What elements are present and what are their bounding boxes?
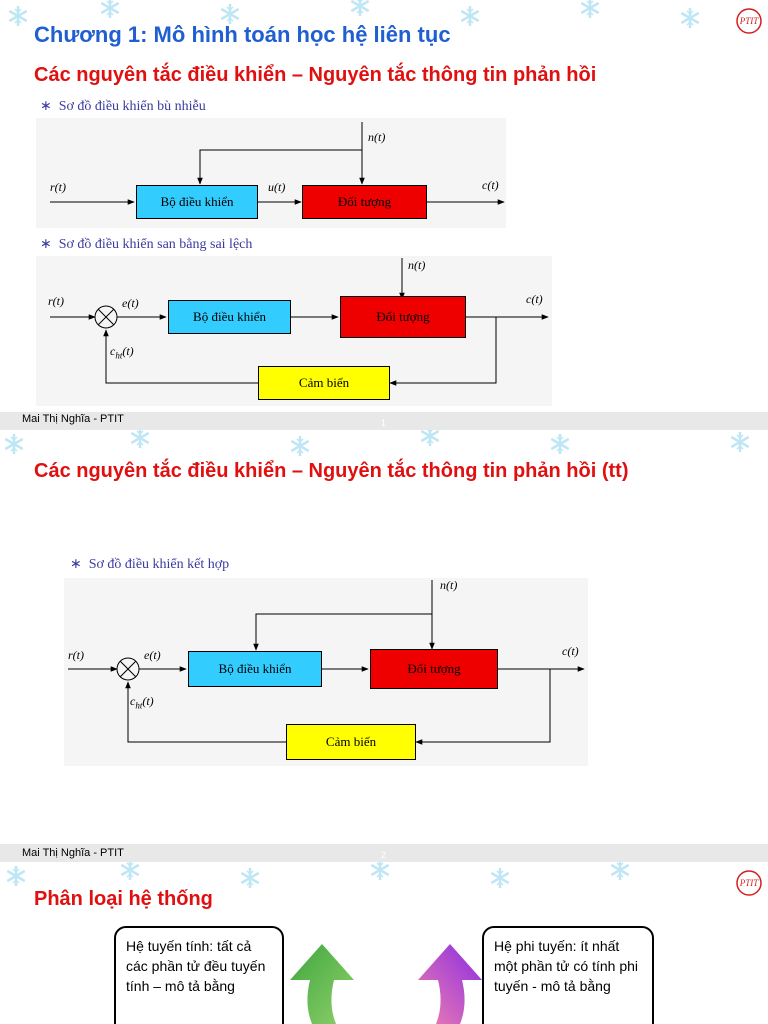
slide-2 — [0, 430, 768, 844]
diagram-combined-control — [64, 578, 588, 766]
curved-arrow-right-icon — [410, 942, 490, 1024]
page-number-1: 1 — [381, 418, 387, 428]
label-r: r(t) — [68, 648, 84, 662]
bullet-disturbance: ∗ Sơ đồ điều khiển bù nhiễu — [40, 99, 206, 114]
slide-2-subtitle: Các nguyên tắc điều khiển – Nguyên tắc thông tin phản hồi (tt) — [34, 460, 629, 482]
label-c: c(t) — [526, 292, 543, 306]
slide-3 — [0, 862, 768, 1024]
bullet-star-icon: ∗ — [40, 237, 52, 252]
label-r: r(t) — [48, 294, 64, 308]
ptit-logo-icon — [734, 6, 764, 36]
slide-1 — [0, 0, 768, 412]
slide-1-footer-text: Mai Thị Nghĩa - PTIT — [22, 413, 124, 425]
bullet-combined: ∗ Sơ đồ điều khiển kết hợp — [70, 557, 230, 572]
slide-2-footer-text: Mai Thị Nghĩa - PTIT — [22, 847, 124, 859]
diagram-disturbance-compensation — [36, 118, 506, 228]
label-e: e(t) — [122, 296, 139, 310]
svg-text:PTIT: PTIT — [739, 878, 759, 888]
bullet-star-icon: ∗ — [40, 99, 52, 114]
label-c: c(t) — [482, 178, 499, 192]
diagram-error-feedback — [36, 256, 552, 406]
plant-box: Đối tượng — [340, 296, 466, 338]
controller-box: Bộ điều khiển — [188, 651, 322, 687]
sensor-box: Cảm biến — [286, 724, 416, 760]
chapter-title: Chương 1: Mô hình toán học hệ liên tục — [34, 22, 451, 47]
slide-1-subtitle: Các nguyên tắc điều khiển – Nguyên tắc thông tin phản hồi — [34, 64, 597, 86]
label-e: e(t) — [144, 648, 161, 662]
page-number-2: 2 — [381, 850, 387, 860]
slide-3-title: Phân loại hệ thống — [34, 888, 213, 910]
plant-box: Đối tượng — [370, 649, 498, 689]
curved-arrow-left-icon — [282, 942, 362, 1024]
controller-box: Bộ điều khiển — [136, 185, 258, 219]
label-cht: $c_{ht}(t)$ — [130, 694, 154, 711]
label-u: u(t) — [268, 180, 286, 194]
diagram-1-arrows — [36, 118, 506, 228]
label-r: r(t) — [50, 180, 66, 194]
sensor-box: Cảm biến — [258, 366, 390, 400]
controller-box: Bộ điều khiển — [168, 300, 291, 334]
plant-box: Đối tượng — [302, 185, 427, 219]
label-c: c(t) — [562, 644, 579, 658]
label-n: n(t) — [440, 578, 458, 592]
bullet-star-icon: ∗ — [70, 557, 82, 572]
linear-system-card: Hệ tuyến tính: tất cả các phần tử đều tuyến tính – mô tả bằng — [114, 926, 284, 1024]
ptit-logo-icon — [734, 868, 764, 898]
svg-text:PTIT: PTIT — [739, 16, 759, 26]
nonlinear-system-card: Hệ phi tuyến: ít nhất một phần tử có tính phi tuyến - mô tả bằng — [482, 926, 654, 1024]
bullet-error-leveling: ∗ Sơ đồ điều khiển san bằng sai lệch — [40, 237, 253, 252]
label-n: n(t) — [408, 258, 426, 272]
label-n: n(t) — [368, 130, 386, 144]
label-cht: $c_{ht}(t)$ — [110, 344, 134, 361]
